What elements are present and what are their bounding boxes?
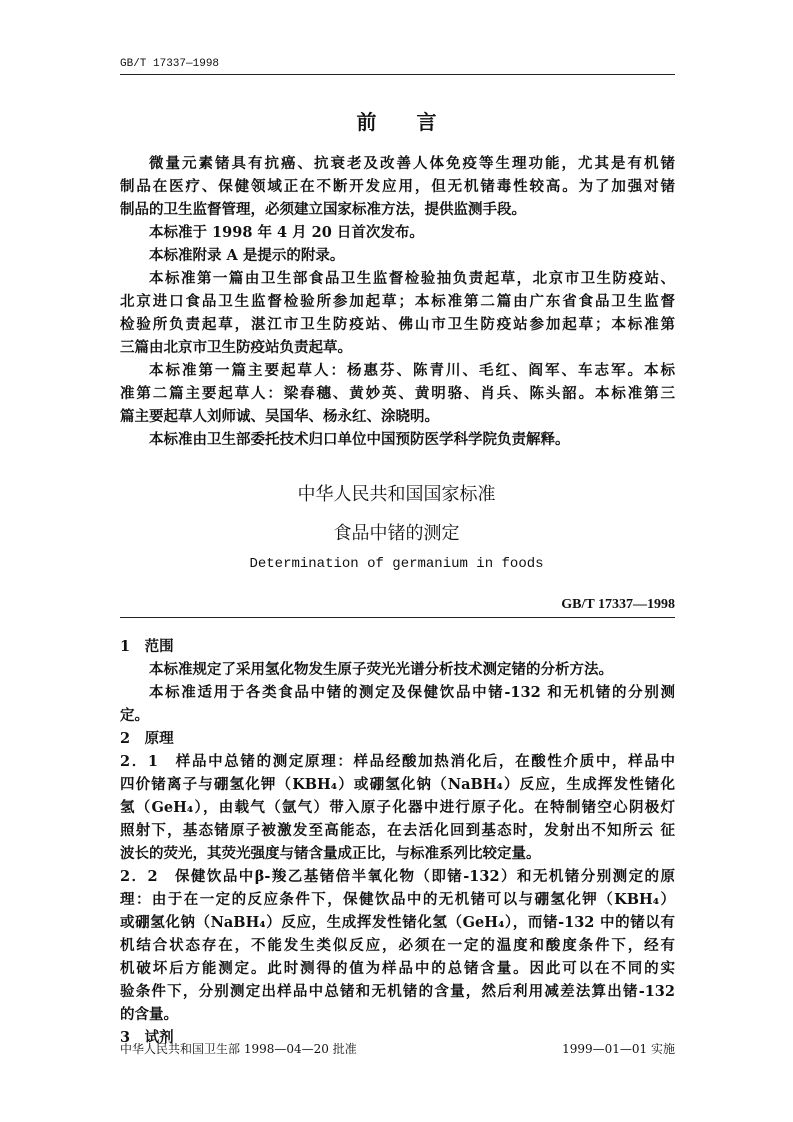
text-line: 理：由于在一定的反应条件下，保健饮品中的无机锗可以与硼氢化钾（KBH₄） — [120, 891, 675, 908]
text-line: 制品的卫生监督管理，必须建立国家标准方法，提供监测手段。 — [120, 201, 526, 218]
text-line: 3 试剂 — [120, 1029, 174, 1046]
footer-approved: 中华人民共和国卫生部 1998—04—20 批准 — [120, 1042, 357, 1056]
text-line: 定。 — [120, 707, 149, 724]
text-line: 照射下，基态锗原子被激发至高能态，在去活化回到基态时，发射出不知所云 征 — [120, 822, 675, 839]
footer-effective: 1999—01—01 实施 — [562, 1042, 675, 1056]
text-line: 本标准第一篇由卫生部食品卫生监督检验抽负责起草，北京市卫生防疫站、 — [149, 270, 675, 287]
text-line: 或硼氢化钠（NaBH₄）反应，生成挥发性锗化氢（GeH₄），而锗-132 中的锗以有 — [120, 914, 675, 931]
text-line: 微量元素锗具有抗癌、抗衰老及改善人体免疫等生理功能，尤其是有机锗 — [149, 155, 675, 172]
text-line: 2 原理 — [120, 730, 174, 747]
header-standard-code: GB/T 17337—1998 — [120, 58, 220, 70]
text-line: 2．1 样品中总锗的测定原理：样品经酸加热消化后，在酸性介质中，样品中 — [120, 753, 675, 770]
text-line: 验条件下，分别测定出样品中总锗和无机锗的含量，然后利用减差法算出锗-132 — [120, 983, 675, 1000]
text-line: 氢（GeH₄），由载气（氩气）带入原子化器中进行原子化。在特制锗空心阴极灯 — [120, 799, 675, 816]
standard-title-en: Determination of germanium in foods — [249, 556, 544, 572]
text-line: 本标准规定了采用氢化物发生原子荧光光谱分析技术测定锗的分析方法。 — [149, 661, 613, 678]
standard-title-cn: 食品中锗的测定 — [333, 523, 460, 544]
text-line: 本标准适用于各类食品中锗的测定及保健饮品中锗-132 和无机锗的分别测 — [149, 684, 675, 701]
text-line: 三篇由北京市卫生防疫站负责起草。 — [120, 339, 352, 356]
standard-body — [120, 635, 675, 1049]
text-line: 机结合状态存在，不能发生类似反应，必须在一定的温度和酸度条件下，经有 — [120, 937, 675, 954]
text-line: 波长的荧光，其荧光强度与锗含量成正比，与标准系列比较定量。 — [120, 845, 541, 862]
text-line: 本标准于 1998 年 4 月 20 日首次发布。 — [149, 224, 424, 241]
text-line: 本标准附录 A 是提示的附录。 — [149, 247, 345, 264]
text-line: 1 范围 — [120, 638, 174, 655]
text-line: 篇主要起草人刘师诚、吴国华、杨永红、涂晓明。 — [120, 408, 439, 425]
foreword-body — [120, 152, 675, 451]
text-line: 四价锗离子与硼氢化钾（KBH₄）或硼氢化钠（NaBH₄）反应，生成挥发性锗化 — [120, 776, 675, 793]
text-line: 北京进口食品卫生监督检验所参加起草；本标准第二篇由广东省食品卫生监督 — [120, 293, 675, 310]
text-line: 检验所负责起草，湛江市卫生防疫站、佛山市卫生防疫站参加起草；本标准第 — [120, 316, 675, 333]
title-rule — [120, 617, 675, 618]
text-line: 2．2 保健饮品中β-羧乙基锗倍半氧化物（即锗-132）和无机锗分别测定的原 — [120, 868, 675, 885]
header-rule — [120, 74, 675, 75]
standard-code: GB/T 17337—1998 — [561, 597, 675, 612]
text-line: 制品在医疗、保健领域正在不断开发应用，但无机锗毒性较高。为了加强对锗 — [120, 178, 675, 195]
text-line: 机破坏后方能测定。此时测得的值为样品中的总锗含量。因此可以在不同的实 — [120, 960, 675, 977]
text-line: 本标准由卫生部委托技术归口单位中国预防医学科学院负责解释。 — [149, 431, 570, 448]
text-line: 本标准第一篇主要起草人：杨惠芬、陈青川、毛红、阎军、车志军。本标 — [149, 362, 675, 379]
text-line: 的含量。 — [120, 1006, 178, 1023]
foreword-title: 前 言 — [356, 110, 437, 134]
standard-org: 中华人民共和国国家标准 — [297, 484, 496, 505]
text-line: 准第二篇主要起草人：梁春穗、黄妙英、黄明骆、肖兵、陈头韶。本标准第三 — [120, 385, 675, 402]
